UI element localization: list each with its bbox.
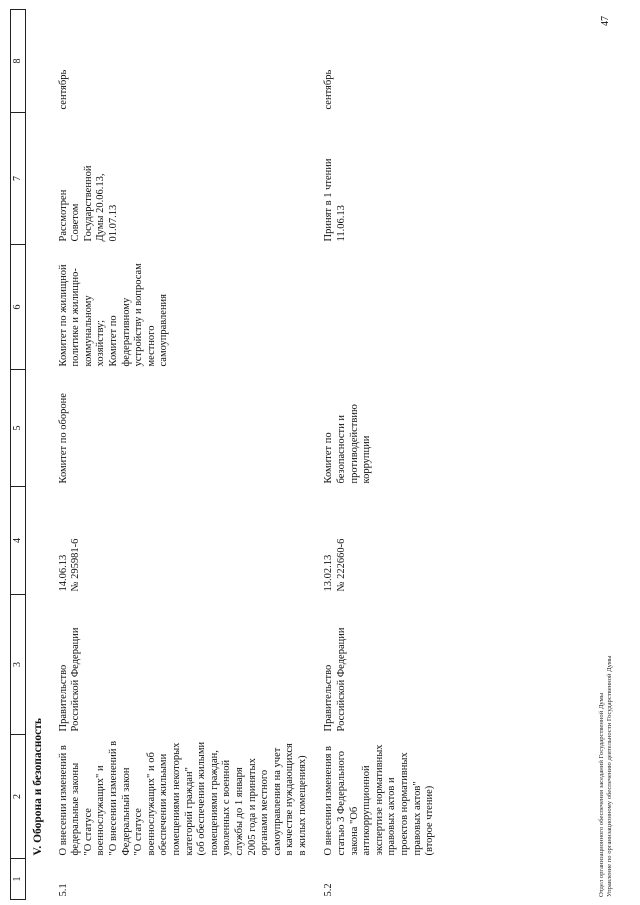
column-number-header bbox=[11, 10, 26, 900]
cell-line: антикоррупционной bbox=[361, 765, 373, 856]
initiator bbox=[49, 595, 320, 735]
cell-line: (об обеспечении жилыми bbox=[196, 741, 208, 856]
row-number: 5.1 bbox=[57, 883, 69, 897]
cell-line: сентябрь bbox=[323, 69, 335, 110]
cell-line: Принят в 1 чтении bbox=[323, 158, 335, 242]
cell-line: в жилых помещениях) bbox=[296, 755, 308, 856]
cell-line: Российской Федерации bbox=[336, 627, 348, 732]
cell-line: "О статусе bbox=[133, 808, 145, 856]
cell-line: О внесении изменений в bbox=[57, 745, 69, 856]
cell-line: экспертизе нормативных bbox=[373, 744, 385, 856]
cell-line: Комитет по bbox=[323, 432, 335, 484]
cell-line: уволенных с военной bbox=[221, 759, 233, 856]
status bbox=[49, 113, 320, 245]
cell-line: самоуправления на учет bbox=[271, 747, 283, 856]
cell-line: Думы 20.06.13, bbox=[95, 173, 107, 242]
planned-month bbox=[319, 10, 436, 113]
cell-line: военнослужащих" и bbox=[95, 765, 107, 856]
cell-line: 13.02.13 bbox=[323, 554, 335, 592]
column-number: 4 bbox=[11, 487, 26, 595]
cell-line: 01.07.13 bbox=[107, 204, 119, 242]
cell-line: помещениями некоторых bbox=[170, 742, 182, 856]
column-number: 1 bbox=[11, 859, 26, 900]
column-number: 8 bbox=[11, 10, 26, 113]
cell-line: устройству и вопросам bbox=[133, 263, 145, 367]
cell-line: "О внесении изменений в bbox=[107, 740, 119, 856]
status bbox=[319, 113, 436, 245]
cell-line: № 222660-6 bbox=[336, 538, 348, 592]
cell-line: 14.06.13 bbox=[57, 554, 69, 592]
table-row bbox=[319, 10, 436, 900]
column-number: 7 bbox=[11, 113, 26, 245]
cell-line: коммунальному bbox=[82, 295, 94, 367]
cell-line: самоуправления bbox=[158, 293, 170, 367]
initiator bbox=[319, 595, 436, 735]
cell-line: 2005 года и принятых bbox=[246, 758, 258, 856]
cell-line: коррупции bbox=[361, 435, 373, 484]
column-number: 2 bbox=[11, 735, 26, 859]
date-and-number bbox=[319, 487, 436, 595]
cell-line: Правительство bbox=[323, 664, 335, 732]
column-number: 3 bbox=[11, 595, 26, 735]
footer bbox=[598, 656, 615, 898]
cell-line: федеративному bbox=[120, 297, 132, 367]
cell-line: (второе чтение) bbox=[424, 785, 436, 856]
cell-line: "О статусе bbox=[82, 808, 94, 856]
bill-title bbox=[319, 735, 436, 859]
cell-line: № 295981-6 bbox=[70, 538, 82, 592]
row-number: 5.2 bbox=[323, 883, 335, 897]
cell-line: Комитет по обороне bbox=[57, 393, 69, 484]
page-number: 47 bbox=[600, 16, 611, 26]
cell-line: федеральные законы bbox=[70, 762, 82, 856]
cell-line: правовых актов и bbox=[386, 777, 398, 856]
cell-line: Федеральный закон bbox=[120, 767, 132, 856]
cell-line: службы до 1 января bbox=[233, 767, 245, 856]
cell-line: противодействию bbox=[348, 404, 360, 484]
cell-line: политике и жилищно- bbox=[70, 268, 82, 367]
cell-line: обеспечении жильыми bbox=[158, 753, 170, 856]
table-row bbox=[49, 10, 320, 900]
footer-line: Управление по организационному обеспечению деятельности Государственной Думы bbox=[606, 655, 614, 897]
date-and-number bbox=[49, 487, 320, 595]
cell-line: в качестве нуждающихся bbox=[284, 743, 296, 856]
planned-month bbox=[49, 10, 320, 113]
responsible-committee bbox=[319, 370, 436, 487]
responsible-committee bbox=[49, 370, 320, 487]
bill-title bbox=[49, 735, 320, 859]
cell-line: сентябрь bbox=[57, 69, 69, 110]
section-row bbox=[26, 10, 49, 900]
cell-line: 11.06.13 bbox=[336, 205, 348, 242]
cell-line: Рассмотрен bbox=[57, 189, 69, 242]
cell-line: правовых актов" bbox=[411, 781, 423, 856]
cell-line: категорий граждан" bbox=[183, 767, 195, 856]
section-title: V. Оборона и безопасность bbox=[32, 718, 44, 856]
cell-line: Советом bbox=[70, 203, 82, 242]
cell-line: хозяйству; bbox=[95, 319, 107, 367]
legislative-plan-table bbox=[10, 9, 437, 900]
cell-line: Правительство bbox=[57, 664, 69, 732]
cell-line: Государственной bbox=[82, 165, 94, 242]
cell-line: закона "Об bbox=[348, 806, 360, 856]
cell-line: Российской Федерации bbox=[70, 627, 82, 732]
cell-line: Комитет по жилищной bbox=[57, 264, 69, 367]
cell-line: О внесении изменения в bbox=[323, 746, 335, 856]
cell-line: органами местного bbox=[259, 769, 271, 856]
co-executor-committees bbox=[319, 245, 436, 370]
cell-line: статью 3 Федерального bbox=[336, 750, 348, 856]
co-executor-committees bbox=[49, 245, 320, 370]
column-number: 5 bbox=[11, 370, 26, 487]
cell-line: проектов нормативных bbox=[399, 752, 411, 856]
cell-line: безопасности и bbox=[336, 414, 348, 484]
cell-line: местного bbox=[145, 325, 157, 367]
footer-line: Отдел организационного обеспечения заседаний Государственной Думы bbox=[598, 692, 605, 897]
cell-line: помещениями граждан, bbox=[208, 750, 220, 856]
column-number: 6 bbox=[11, 245, 26, 370]
cell-line: Комитет по bbox=[107, 315, 119, 367]
cell-line: военнослужащих" и об bbox=[145, 752, 157, 856]
